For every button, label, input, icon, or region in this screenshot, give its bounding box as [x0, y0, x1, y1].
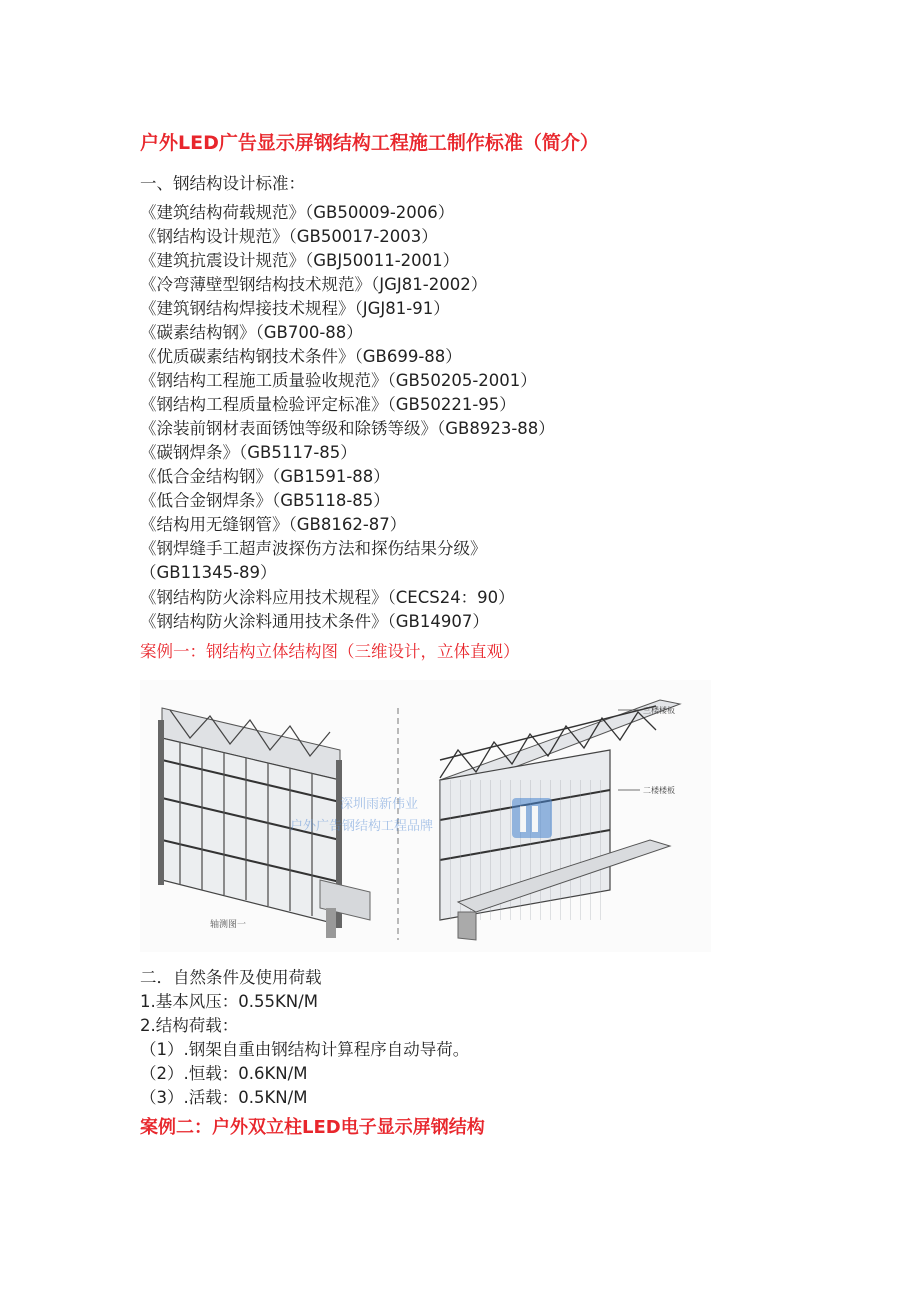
mid-slab-label: 二楼楼板	[643, 786, 675, 795]
standard-item: 《钢焊缝手工超声波探伤方法和探伤结果分级》	[140, 539, 487, 558]
case1-caption: 案例一：钢结构立体结构图（三维设计，立体直观）	[140, 642, 520, 661]
section1-heading: 一、钢结构设计标准：	[140, 174, 305, 193]
standard-item: （GB11345-89）	[140, 563, 277, 582]
case2-caption: 案例二：户外双立柱LED电子显示屏钢结构	[140, 1117, 485, 1138]
wind-pressure-item: 1.基本风压：0.55KN/M	[140, 992, 318, 1011]
section2-heading: 二．自然条件及使用荷载	[140, 968, 322, 987]
standard-item: 《建筑抗震设计规范》（GBJ50011-2001）	[140, 251, 460, 270]
standard-item: 《钢结构防火涂料应用技术规程》（CECS24：90）	[140, 588, 515, 607]
standard-item: 《钢结构工程质量检验评定标准》（GB50221-95）	[140, 395, 516, 414]
watermark-line2: 户外广告钢结构工程品牌	[290, 819, 434, 834]
right-structure-drawing	[440, 700, 680, 940]
standard-item: 《碳素结构钢》（GB700-88）	[140, 323, 363, 342]
structure-load-item: 2.结构荷载：	[140, 1016, 239, 1035]
standard-item: 《低合金钢焊条》（GB5118-85）	[140, 491, 390, 510]
steel-structure-figure	[140, 680, 711, 952]
standard-item: 《结构用无缝钢管》（GB8162-87）	[140, 515, 407, 534]
standard-item: 《碳钢焊条》（GB5117-85）	[140, 443, 357, 462]
standard-item: 《钢结构防火涂料通用技术条件》（GB14907）	[140, 612, 489, 631]
document-title: 户外LED广告显示屏钢结构工程施工制作标准（简介）	[140, 132, 599, 154]
standard-item: 《建筑结构荷载规范》（GB50009-2006）	[140, 203, 455, 222]
load-subitem: （2）.恒载：0.6KN/M	[140, 1064, 308, 1083]
load-subitem: （3）.活载：0.5KN/M	[140, 1088, 308, 1107]
standard-item: 《低合金结构钢》（GB1591-88）	[140, 467, 390, 486]
standard-item: 《优质碳素结构钢技术条件》（GB699-88）	[140, 347, 462, 366]
standard-item: 《涂装前钢材表面锈蚀等级和除锈等级》（GB8923-88）	[140, 419, 555, 438]
top-slab-label: 三楼楼板	[643, 706, 675, 715]
standard-item: 《钢结构设计规范》（GB50017-2003）	[140, 227, 438, 246]
watermark-line1: 深圳雨新伟业	[340, 797, 419, 812]
standard-item: 《建筑钢结构焊接技术规程》（JGJ81-91）	[140, 299, 450, 318]
load-subitem: （1）.钢架自重由钢结构计算程序自动导荷。	[140, 1040, 470, 1059]
standard-item: 《冷弯薄壁型钢结构技术规范》（JGJ81-2002）	[140, 275, 488, 294]
left-figure-label: 轴测图一	[210, 920, 247, 930]
standard-item: 《钢结构工程施工质量验收规范》（GB50205-2001）	[140, 371, 537, 390]
